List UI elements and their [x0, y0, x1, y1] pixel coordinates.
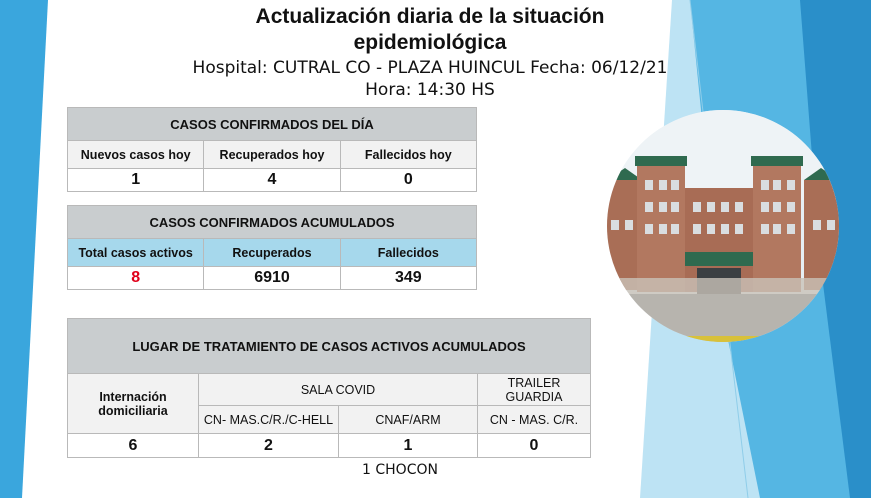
left-blue-shape: [0, 0, 48, 498]
home-care-label: Internación domiciliaria: [68, 374, 199, 434]
treatment-header: LUGAR DE TRATAMIENTO DE CASOS ACTIVOS ACUMULADOS: [68, 319, 591, 374]
hospital-building-photo: [607, 110, 839, 342]
footnote: 1 CHOCON: [362, 462, 438, 478]
treatment-location-table: [67, 318, 591, 458]
daily-cases-table: [67, 107, 477, 192]
trailer-value: 0: [478, 434, 591, 458]
daily-value-recovered: 4: [204, 169, 340, 192]
page-title: Actualización diaria de la situación epidemiológica: [255, 5, 605, 54]
cumulative-value-deceased: 349: [340, 267, 476, 290]
daily-value-new: 1: [68, 169, 204, 192]
cumulative-cases-header: CASOS CONFIRMADOS ACUMULADOS: [68, 206, 477, 239]
trailer-label: TRAILER GUARDIA: [478, 374, 591, 406]
covid-ward-label: SALA COVID: [199, 374, 478, 406]
daily-label-deceased: Fallecidos hoy: [340, 141, 476, 169]
cumulative-cases-table: [67, 205, 477, 290]
covid-ward-value-2: 1: [339, 434, 478, 458]
cumulative-value-active: 8: [68, 267, 204, 290]
cumulative-label-deceased: Fallecidos: [340, 239, 476, 267]
cumulative-label-recovered: Recuperados: [204, 239, 340, 267]
covid-ward-sublabel-1: CN- MAS.C/R./C-HELL: [199, 406, 339, 434]
daily-label-new: Nuevos casos hoy: [68, 141, 204, 169]
cumulative-value-recovered: 6910: [204, 267, 340, 290]
covid-ward-value-1: 2: [199, 434, 339, 458]
time-line: Hora: 14:30 HS: [365, 80, 495, 100]
daily-label-recovered: Recuperados hoy: [204, 141, 340, 169]
hospital-date-line: Hospital: CUTRAL CO - PLAZA HUINCUL Fecha: 06/12/21: [192, 58, 668, 78]
daily-value-deceased: 0: [340, 169, 476, 192]
cumulative-label-active: Total casos activos: [68, 239, 204, 267]
daily-cases-header: CASOS CONFIRMADOS DEL DÍA: [68, 108, 477, 141]
home-care-value: 6: [68, 434, 199, 458]
trailer-sublabel: CN - MAS. C/R.: [478, 406, 591, 434]
covid-ward-sublabel-2: CNAF/ARM: [339, 406, 478, 434]
